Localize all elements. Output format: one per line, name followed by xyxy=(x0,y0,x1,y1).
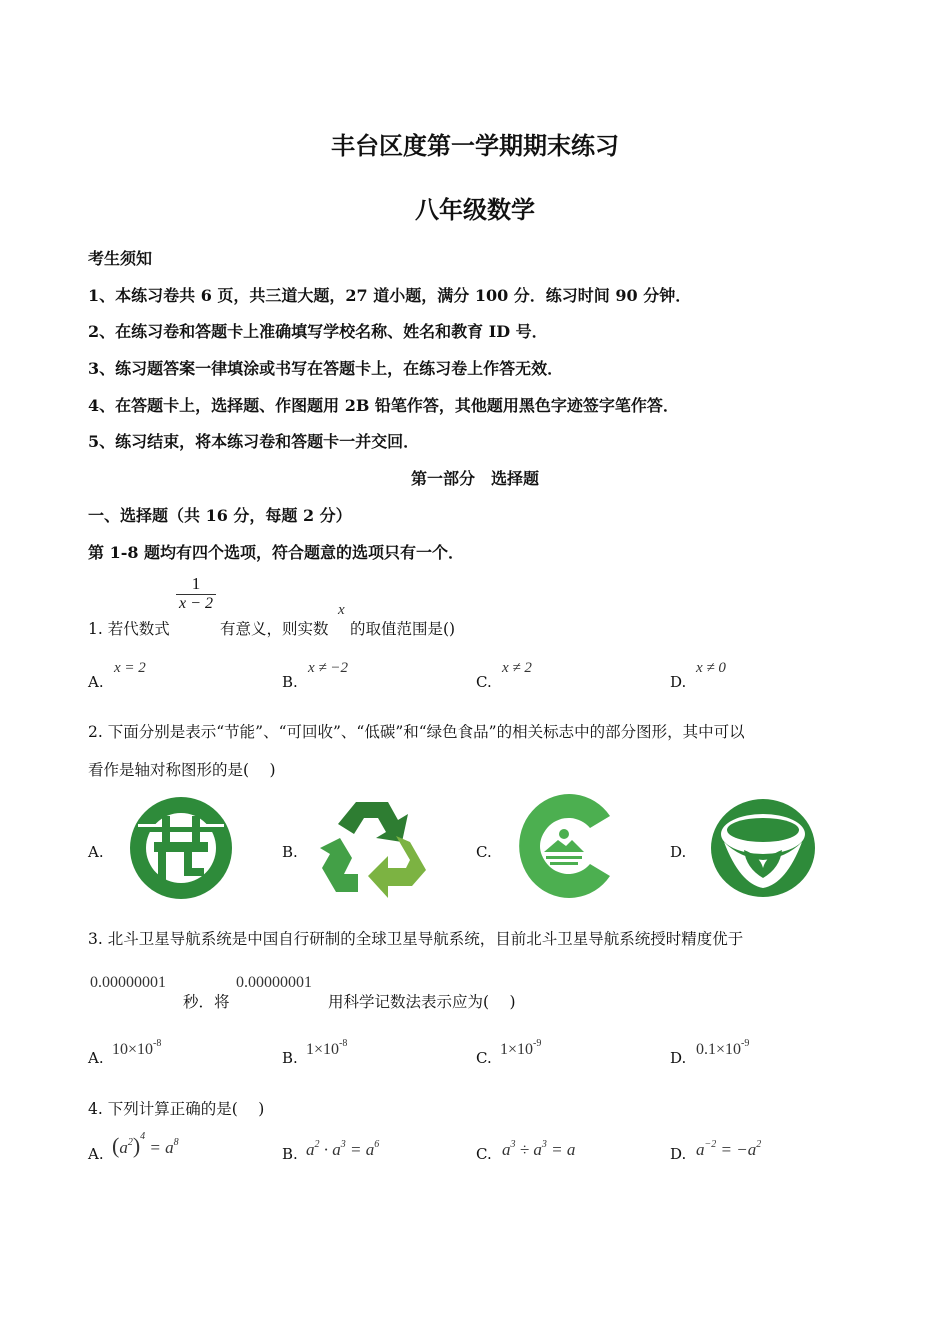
q4-option-a-label: A. xyxy=(88,1145,104,1163)
q3-option-d-label: D. xyxy=(670,1049,687,1067)
q3-mid: 秒．将 xyxy=(183,993,230,1011)
q2-stem-line1: 2. 下面分别是表示“节能”、“可回收”、“低碳”和“绿色食品”的相关标志中的部分图形，其中可以 xyxy=(88,723,745,741)
q4-option-d-math: $a^{-2} = -a^2$ xyxy=(696,1139,762,1159)
notice-item: 4、在答题卡上，选择题、作图题用 2B 铅笔作答，其他题用黑色字迹签字笔作答． xyxy=(88,396,679,415)
q3-option-b-label: B. xyxy=(282,1049,298,1067)
page-title: 丰台区度第一学期期末练习 xyxy=(331,131,619,160)
q4-option-d-label: D. xyxy=(670,1145,687,1163)
base: 1×10 xyxy=(500,1041,534,1058)
q4-option-c-label: C. xyxy=(476,1145,492,1163)
q1-variable: x xyxy=(338,602,345,618)
notice-heading: 考生须知 xyxy=(88,249,153,268)
q3-option-d-math xyxy=(696,1038,749,1059)
q1-option-c-math: x ≠ 2 xyxy=(502,660,532,676)
q1-prefix: 1. 若代数式 xyxy=(88,620,170,638)
q4-option-b-math: $a^2 \cdot a^3 = a^6$ xyxy=(306,1139,380,1159)
notice-item: 3、练习题答案一律填涂或书写在答题卡上，在练习卷上作答无效． xyxy=(88,359,564,378)
q1-option-c-label: C. xyxy=(476,673,492,691)
q1-option-a-label: A. xyxy=(88,673,104,691)
q2-option-a-label: A. xyxy=(88,843,104,861)
fraction-numerator: 1 xyxy=(191,574,201,593)
page-subtitle: 八年级数学 xyxy=(415,195,535,224)
low-carbon-logo-icon xyxy=(514,790,614,902)
q1-middle: 有意义，则实数 xyxy=(220,620,329,638)
q1-option-a-math: x = 2 xyxy=(114,660,146,676)
q1-option-b-label: B. xyxy=(282,673,298,691)
q2-option-c-label: C. xyxy=(476,843,492,861)
q3-option-a-math xyxy=(112,1038,161,1059)
q3-number-1: 0.00000001 xyxy=(90,974,166,991)
q1-option-d-math: x ≠ 0 xyxy=(696,660,726,676)
notice-item: 2、在练习卷和答题卡上准确填写学校名称、姓名和教育 ID 号． xyxy=(88,322,548,341)
recycle-logo-icon xyxy=(318,796,428,900)
q2-stem-line2: 看作是轴对称图形的是( ) xyxy=(88,761,276,779)
base: 0.1×10 xyxy=(696,1041,742,1058)
q4-option-b-label: B. xyxy=(282,1145,298,1163)
q3-option-c-math xyxy=(500,1038,541,1059)
q1-option-d-label: D. xyxy=(670,673,687,691)
q3-suffix: 用科学记数法表示应为( ) xyxy=(328,993,516,1011)
section-title: 一、选择题（共 16 分，每题 2 分） xyxy=(88,506,352,525)
notice-item: 1、本练习卷共 6 页，共三道大题，27 道小题，满分 100 分．练习时间 90 分钟． xyxy=(88,286,692,305)
q1-suffix: 的取值范围是() xyxy=(350,620,456,638)
q3-option-c-label: C. xyxy=(476,1049,492,1067)
exponent: -8 xyxy=(339,1038,348,1049)
base: 10×10 xyxy=(112,1041,154,1058)
q4-stem: 4. 下列计算正确的是( ) xyxy=(88,1100,265,1118)
section-note: 第 1-8 题均有四个选项，符合题意的选项只有一个． xyxy=(88,543,465,562)
q3-option-a-label: A. xyxy=(88,1049,104,1067)
exponent: -9 xyxy=(533,1038,542,1049)
q2-option-b-label: B. xyxy=(282,843,298,861)
exponent: -8 xyxy=(153,1038,162,1049)
q3-number-2: 0.00000001 xyxy=(236,974,312,991)
q4-option-c-math: $a^3 \div a^3 = a$ xyxy=(502,1139,576,1159)
energy-saving-logo-icon xyxy=(128,796,234,900)
base: 1×10 xyxy=(306,1041,340,1058)
notice-item: 5、练习结束，将本练习卷和答题卡一并交回． xyxy=(88,432,420,451)
q1-fraction xyxy=(176,574,216,613)
q3-stem-line1: 3. 北斗卫星导航系统是中国自行研制的全球卫星导航系统，目前北斗卫星导航系统授时精度优于 xyxy=(88,930,744,948)
fraction-denominator: x − 2 xyxy=(179,595,213,612)
q3-option-b-math xyxy=(306,1038,347,1059)
green-food-logo-icon xyxy=(710,798,816,898)
exponent: -9 xyxy=(741,1038,750,1049)
q2-option-d-label: D. xyxy=(670,843,687,861)
q1-option-b-math: x ≠ −2 xyxy=(308,660,349,676)
q4-option-a-math: $(a^2)^4 = a^8$ xyxy=(112,1131,179,1158)
part-title: 第一部分 选择题 xyxy=(410,469,539,488)
